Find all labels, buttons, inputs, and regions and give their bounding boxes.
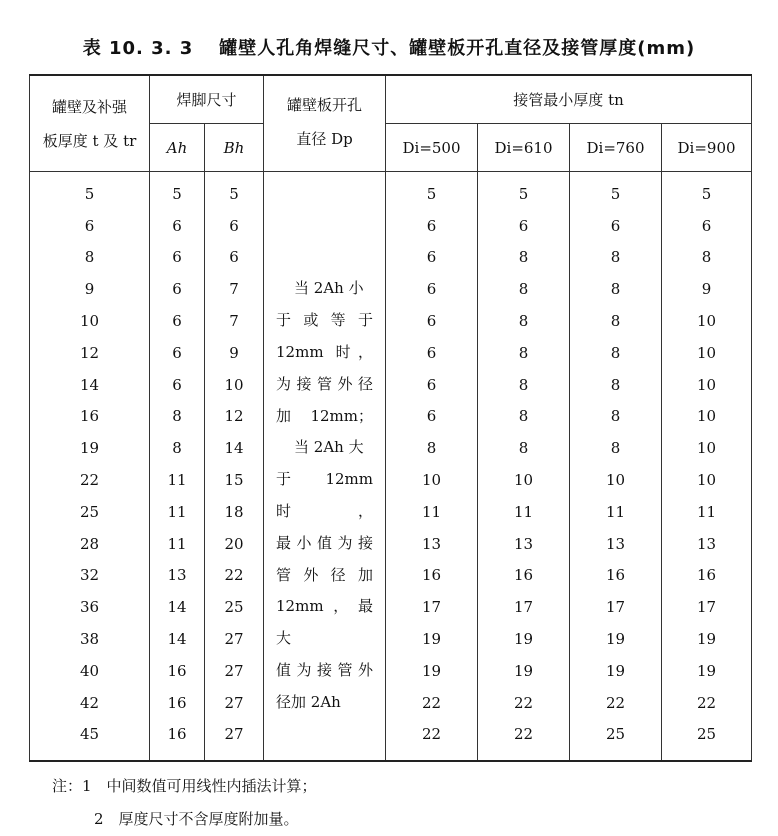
cell-ah: 11 (150, 528, 205, 560)
cell-plate-thickness: 10 (30, 305, 150, 337)
header-opening-diameter (264, 75, 386, 172)
cell-d610: 5 (478, 172, 570, 210)
cell-d610: 8 (478, 242, 570, 274)
table-row (30, 337, 752, 369)
cell-d760: 13 (570, 528, 662, 560)
cell-bh: 5 (205, 172, 264, 210)
cell-plate-thickness: 32 (30, 560, 150, 592)
header-ah: Ah (150, 124, 205, 172)
cell-ah: 16 (150, 687, 205, 719)
cell-bh: 9 (205, 337, 264, 369)
header-plate-thickness-line2: 板厚度 t 及 tr (42, 131, 137, 150)
cell-bh: 22 (205, 560, 264, 592)
opening-rule-line: 12mm，最 大 (276, 597, 374, 648)
cell-ah: 16 (150, 719, 205, 762)
opening-rule-line: 值为接管外 (276, 660, 374, 679)
cell-plate-thickness: 6 (30, 210, 150, 242)
cell-d500: 6 (386, 337, 478, 369)
cell-d900: 10 (662, 401, 752, 433)
cell-d900: 10 (662, 305, 752, 337)
table-row (30, 591, 752, 623)
cell-d610: 16 (478, 560, 570, 592)
cell-ah: 6 (150, 273, 205, 305)
weld-dimension-table (29, 74, 752, 762)
cell-d760: 10 (570, 464, 662, 496)
cell-ah: 14 (150, 623, 205, 655)
cell-plate-thickness: 40 (30, 655, 150, 687)
cell-d900: 13 (662, 528, 752, 560)
table-row (30, 623, 752, 655)
table-row (30, 369, 752, 401)
cell-d760: 8 (570, 305, 662, 337)
cell-d900: 11 (662, 496, 752, 528)
cell-d760: 19 (570, 623, 662, 655)
cell-plate-thickness: 25 (30, 496, 150, 528)
cell-d900: 19 (662, 655, 752, 687)
cell-d500: 19 (386, 623, 478, 655)
cell-d900: 6 (662, 210, 752, 242)
cell-d500: 6 (386, 242, 478, 274)
cell-bh: 14 (205, 432, 264, 464)
cell-d500: 13 (386, 528, 478, 560)
cell-d500: 8 (386, 432, 478, 464)
cell-d500: 11 (386, 496, 478, 528)
cell-plate-thickness: 12 (30, 337, 150, 369)
cell-d610: 19 (478, 623, 570, 655)
cell-plate-thickness: 22 (30, 464, 150, 496)
cell-plate-thickness: 28 (30, 528, 150, 560)
cell-d760: 5 (570, 172, 662, 210)
header-d900: Di=900 (662, 124, 752, 172)
cell-plate-thickness: 14 (30, 369, 150, 401)
table-row (30, 496, 752, 528)
cell-d760: 8 (570, 242, 662, 274)
cell-d500: 6 (386, 273, 478, 305)
cell-ah: 6 (150, 369, 205, 401)
header-weld-size: 焊脚尺寸 (150, 75, 264, 124)
table-row (30, 464, 752, 496)
cell-bh: 27 (205, 655, 264, 687)
cell-d610: 22 (478, 719, 570, 762)
cell-d760: 6 (570, 210, 662, 242)
cell-d900: 17 (662, 591, 752, 623)
cell-d500: 22 (386, 687, 478, 719)
table-row (30, 560, 752, 592)
opening-rule-line: 于 或 等 于 (276, 311, 374, 330)
cell-bh: 7 (205, 273, 264, 305)
cell-plate-thickness: 36 (30, 591, 150, 623)
cell-bh: 7 (205, 305, 264, 337)
cell-d760: 16 (570, 560, 662, 592)
cell-d610: 22 (478, 687, 570, 719)
cell-bh: 6 (205, 242, 264, 274)
cell-d760: 8 (570, 432, 662, 464)
cell-ah: 14 (150, 591, 205, 623)
cell-bh: 27 (205, 623, 264, 655)
cell-ah: 6 (150, 242, 205, 274)
note-2: 2 厚度尺寸不含厚度附加量。 (94, 810, 299, 828)
cell-d900: 19 (662, 623, 752, 655)
table-row (30, 210, 752, 242)
header-d760: Di=760 (570, 124, 662, 172)
table-row (30, 687, 752, 719)
cell-d610: 8 (478, 337, 570, 369)
table-row (30, 172, 752, 210)
cell-ah: 6 (150, 210, 205, 242)
cell-ah: 8 (150, 432, 205, 464)
cell-bh: 6 (205, 210, 264, 242)
cell-d610: 8 (478, 432, 570, 464)
cell-d900: 22 (662, 687, 752, 719)
table-row (30, 432, 752, 464)
cell-plate-thickness: 42 (30, 687, 150, 719)
cell-d760: 19 (570, 655, 662, 687)
opening-rule-line: 于 12mm 时， (276, 470, 374, 520)
cell-ah: 5 (150, 172, 205, 210)
cell-bh: 12 (205, 401, 264, 433)
table-title (0, 34, 778, 60)
header-opening-line1: 罐壁板开孔 (287, 96, 363, 114)
table-row (30, 655, 752, 687)
cell-bh: 18 (205, 496, 264, 528)
header-bh: Bh (205, 124, 264, 172)
cell-ah: 6 (150, 305, 205, 337)
cell-d900: 25 (662, 719, 752, 762)
cell-d610: 6 (478, 210, 570, 242)
cell-ah: 11 (150, 496, 205, 528)
header-pipe-thickness: 接管最小厚度 tn (386, 75, 752, 124)
cell-bh: 15 (205, 464, 264, 496)
cell-d610: 8 (478, 273, 570, 305)
opening-rule-line: 管 外 径 加 (276, 565, 374, 584)
cell-d500: 19 (386, 655, 478, 687)
cell-d500: 16 (386, 560, 478, 592)
opening-rule-line: 最小值为接 (276, 533, 374, 552)
header-plate-thickness (30, 75, 150, 172)
cell-plate-thickness: 45 (30, 719, 150, 762)
cell-d760: 17 (570, 591, 662, 623)
cell-plate-thickness: 9 (30, 273, 150, 305)
cell-d760: 8 (570, 337, 662, 369)
cell-d760: 22 (570, 687, 662, 719)
cell-bh: 10 (205, 369, 264, 401)
cell-d760: 8 (570, 369, 662, 401)
cell-plate-thickness: 8 (30, 242, 150, 274)
table-body (30, 172, 752, 762)
cell-d760: 25 (570, 719, 662, 762)
cell-bh: 27 (205, 687, 264, 719)
cell-ah: 8 (150, 401, 205, 433)
cell-ah: 16 (150, 655, 205, 687)
cell-plate-thickness: 5 (30, 172, 150, 210)
table-row (30, 528, 752, 560)
cell-d610: 8 (478, 401, 570, 433)
cell-d610: 11 (478, 496, 570, 528)
cell-ah: 6 (150, 337, 205, 369)
opening-rule-line: 当 2Ah 大 (294, 438, 364, 457)
header-plate-thickness-line1: 罐壁及补强 (51, 97, 127, 116)
cell-bh: 27 (205, 719, 264, 762)
opening-rule-line: 加 12mm； (276, 406, 374, 425)
note-1: 注：1 中间数值可用线性内插法计算； (52, 777, 317, 795)
cell-ah: 11 (150, 464, 205, 496)
opening-rule-line: 径加 2Ah (276, 692, 341, 711)
cell-d900: 5 (662, 172, 752, 210)
cell-d900: 10 (662, 337, 752, 369)
cell-d760: 11 (570, 496, 662, 528)
opening-rule-line: 为接管外径 (276, 374, 374, 393)
opening-rule-cell (264, 172, 386, 762)
cell-d500: 10 (386, 464, 478, 496)
cell-d500: 22 (386, 719, 478, 762)
cell-d610: 8 (478, 305, 570, 337)
cell-d610: 13 (478, 528, 570, 560)
cell-plate-thickness: 16 (30, 401, 150, 433)
cell-d900: 16 (662, 560, 752, 592)
cell-plate-thickness: 19 (30, 432, 150, 464)
table-row (30, 305, 752, 337)
table-row (30, 719, 752, 762)
cell-d900: 10 (662, 464, 752, 496)
cell-d610: 17 (478, 591, 570, 623)
cell-d760: 8 (570, 273, 662, 305)
cell-d900: 10 (662, 432, 752, 464)
table-row (30, 401, 752, 433)
cell-plate-thickness: 38 (30, 623, 150, 655)
cell-d610: 8 (478, 369, 570, 401)
cell-d500: 6 (386, 305, 478, 337)
cell-d900: 10 (662, 369, 752, 401)
cell-bh: 25 (205, 591, 264, 623)
table-notes (52, 770, 317, 836)
table-caption: 罐壁人孔角焊缝尺寸、罐壁板开孔直径及接管厚度(mm) (219, 38, 696, 59)
cell-d500: 5 (386, 172, 478, 210)
header-d500: Di=500 (386, 124, 478, 172)
cell-d500: 6 (386, 210, 478, 242)
cell-d610: 19 (478, 655, 570, 687)
cell-ah: 13 (150, 560, 205, 592)
cell-bh: 20 (205, 528, 264, 560)
header-opening-line2: 直径 Dp (296, 130, 353, 148)
cell-d610: 10 (478, 464, 570, 496)
table-row (30, 242, 752, 274)
opening-rule-line: 当 2Ah 小 (294, 279, 364, 298)
table-row (30, 273, 752, 305)
header-d610: Di=610 (478, 124, 570, 172)
cell-d760: 8 (570, 401, 662, 433)
opening-rule-line: 12mm 时， (276, 342, 374, 361)
cell-d900: 8 (662, 242, 752, 274)
table-number: 表 10. 3. 3 (82, 38, 194, 59)
cell-d500: 6 (386, 369, 478, 401)
cell-d900: 9 (662, 273, 752, 305)
cell-d500: 6 (386, 401, 478, 433)
cell-d500: 17 (386, 591, 478, 623)
